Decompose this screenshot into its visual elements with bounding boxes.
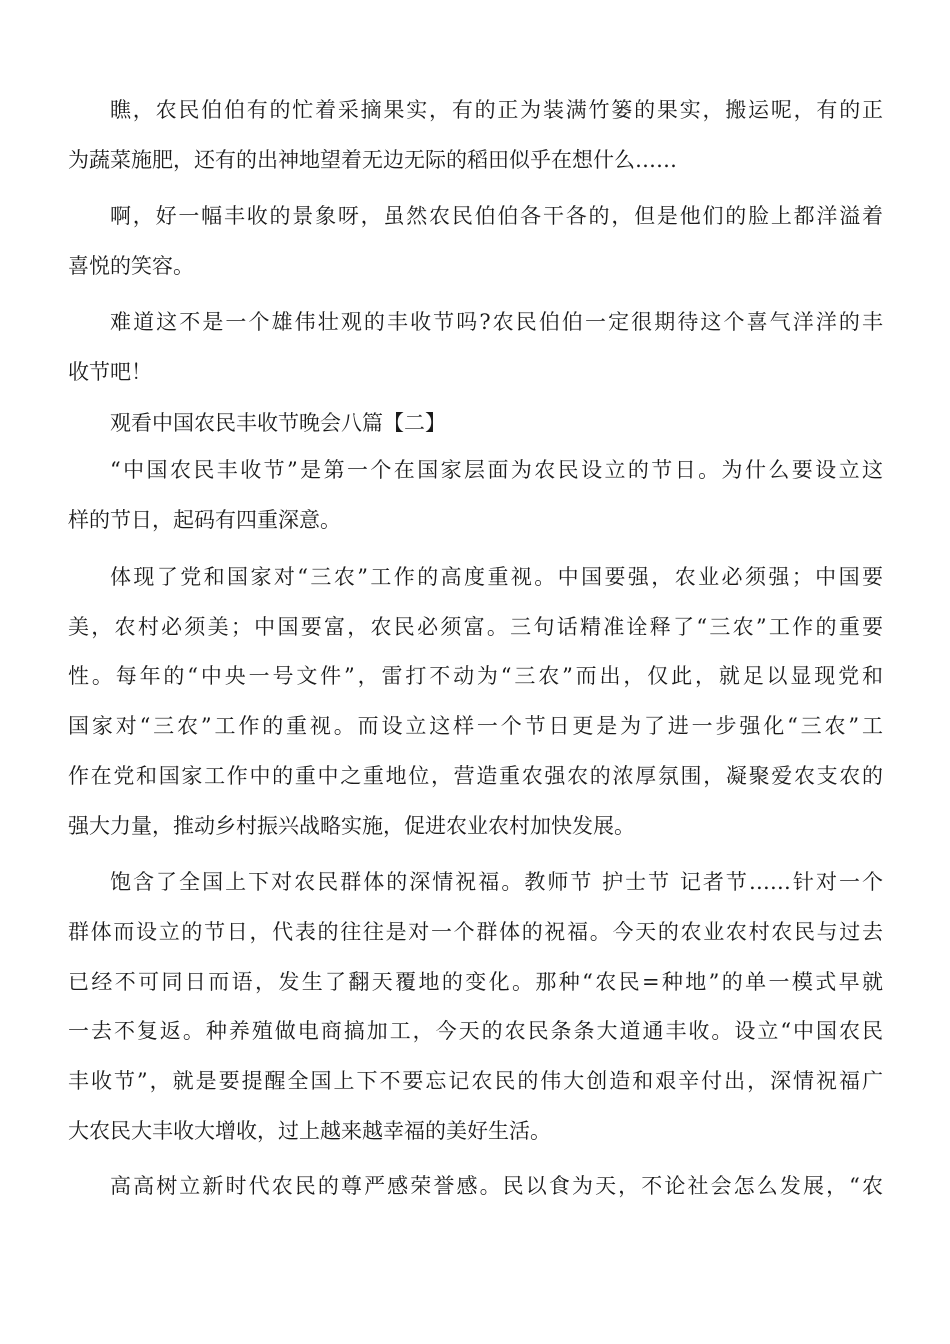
- paragraph-line: 已经不可同日而语，发生了翻天覆地的变化。那种“农民=种地”的单一模式早就: [68, 970, 883, 994]
- paragraph-line: 体现了党和国家对“三农”工作的高度重视。中国要强，农业必须强；中国要: [110, 565, 883, 589]
- paragraph-line: 丰收节”，就是要提醒全国上下不要忘记农民的伟大创造和艰辛付出，深情祝福广: [68, 1069, 883, 1093]
- paragraph-line: 强大力量，推动乡村振兴战略实施，促进农业农村加快发展。: [68, 814, 635, 838]
- paragraph-line: 瞧，农民伯伯有的忙着采摘果实，有的正为装满竹篓的果实，搬运呢，有的正: [110, 98, 883, 122]
- paragraph-line: 为蔬菜施肥，还有的出神地望着无边无际的稻田似乎在想什么……: [68, 148, 677, 172]
- paragraph-line: 大农民大丰收大增收，过上越来越幸福的美好生活。: [68, 1119, 551, 1143]
- paragraph-line: 性。每年的“中央一号文件”，雷打不动为“三农”而出，仅此，就足以显现党和: [68, 664, 883, 688]
- paragraph-line: 美，农村必须美；中国要富，农民必须富。三句话精准诠释了“三农”工作的重要: [68, 615, 883, 639]
- paragraph-line: 一去不复返。种养殖做电商搞加工，今天的农民条条大道通丰收。设立“中国农民: [68, 1019, 883, 1043]
- paragraph-line: 样的节日，起码有四重深意。: [68, 508, 341, 532]
- paragraph-line: 饱含了全国上下对农民群体的深情祝福。教师节 护士节 记者节……针对一个: [110, 870, 883, 894]
- paragraph-line: 啊，好一幅丰收的景象呀，虽然农民伯伯各干各的，但是他们的脸上都洋溢着: [110, 204, 883, 228]
- paragraph-line: 难道这不是一个雄伟壮观的丰收节吗?农民伯伯一定很期待这个喜气洋洋的丰: [110, 310, 883, 334]
- paragraph-line: “中国农民丰收节”是第一个在国家层面为农民设立的节日。为什么要设立这: [110, 458, 883, 482]
- section-heading: 观看中国农民丰收节晚会八篇【二】: [110, 411, 446, 435]
- paragraph-line: 收节吧！: [68, 360, 152, 384]
- paragraph-line: 国家对“三农”工作的重视。而设立这样一个节日更是为了进一步强化“三农”工: [68, 714, 883, 738]
- paragraph-line: 高高树立新时代农民的尊严感荣誉感。民以食为天，不论社会怎么发展，“农: [110, 1174, 883, 1198]
- paragraph-line: 喜悦的笑容。: [68, 254, 194, 278]
- paragraph-line: 群体而设立的节日，代表的往往是对一个群体的祝福。今天的农业农村农民与过去: [68, 920, 883, 944]
- paragraph-line: 作在党和国家工作中的重中之重地位，营造重农强农的浓厚氛围，凝聚爱农支农的: [68, 764, 883, 788]
